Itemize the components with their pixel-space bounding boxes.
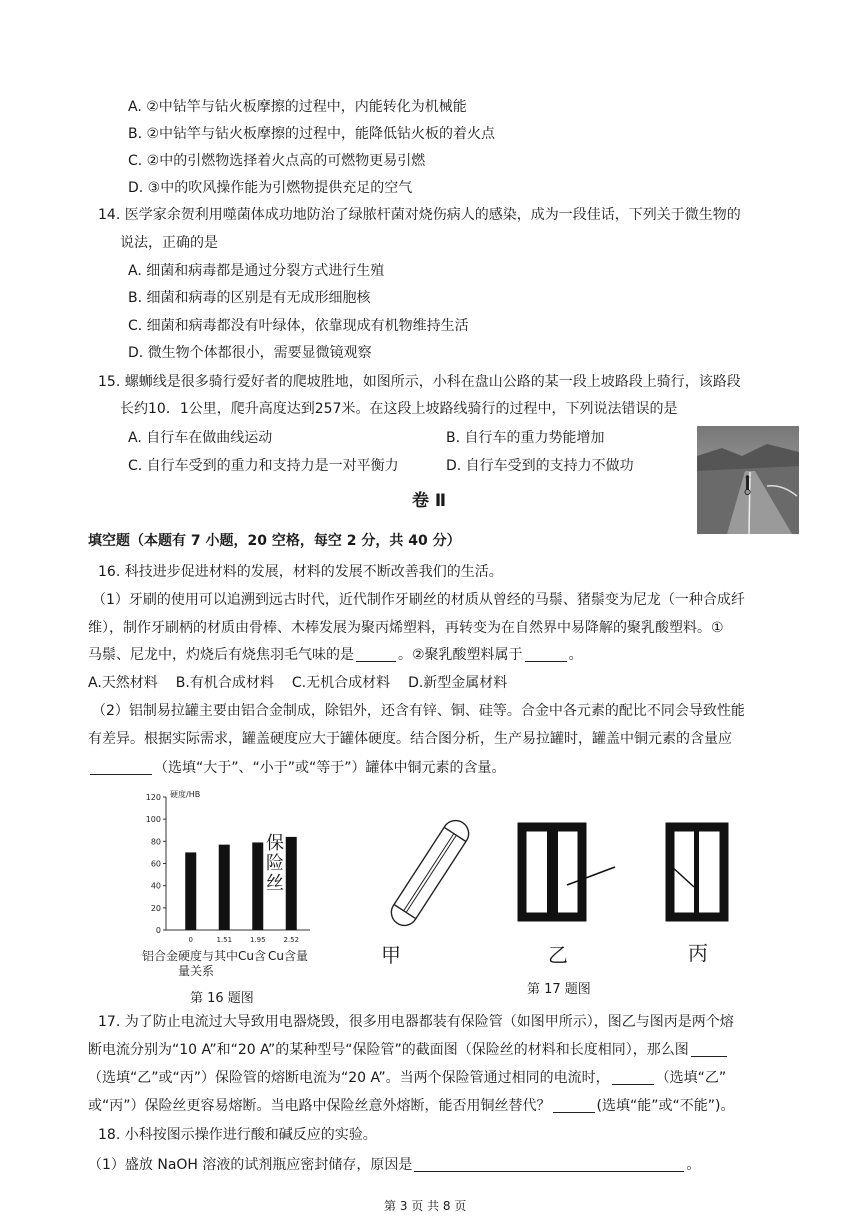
fig17-label-bing: 丙 [688, 941, 708, 965]
fig17-label-jia: 甲 [381, 943, 401, 967]
q18-answer-blank-1[interactable] [414, 1157, 684, 1172]
fuse-label-char-1: 保 [266, 833, 284, 854]
q16-choices [88, 673, 507, 693]
q17-line1: 17. 为了防止电流过大导致用电器烧毁，很多用电器都装有保险管（如图甲所示），图乙与图丙是两个熔 [98, 1014, 734, 1030]
q13-option-b: B. ②中钻竿与钻火板摩擦的过程中，能降低钻火板的着火点 [128, 126, 496, 142]
y-tick-label: 0 [155, 926, 161, 935]
q16-part2-line3 [88, 758, 506, 778]
y-tick-label: 80 [150, 837, 161, 847]
q18-text-a: （1）盛放 NaOH 溶液的试剂瓶应密封储存，原因是 [88, 1157, 413, 1173]
q16-text-a: 马鬃、尼龙中，灼烧后有烧焦羽毛气味的是 [88, 647, 354, 663]
bar-2.52 [286, 837, 297, 930]
y-tick-label: 120 [145, 793, 161, 802]
q17-text-e: (选填“能”或“不能”)。 [596, 1098, 735, 1114]
q17-line3 [88, 1068, 726, 1088]
q16-choice-d: D.新型金属材料 [408, 675, 508, 691]
fuse-cross-section-yi [522, 827, 582, 917]
q17-text-a: 断电流分别为“10 A”和“20 A”的某种型号“保险管”的截面图（保险丝的材料和长度相同），那么图 [88, 1042, 689, 1058]
chart-ylabel: 硬度/HB [170, 790, 201, 799]
q14-option-c: C. 细菌和病毒都没有叶绿体，依靠现成有机物维持生活 [128, 318, 469, 334]
y-tick-label: 100 [145, 815, 161, 825]
bar-1.51 [219, 845, 230, 930]
q14-option-d: D. 微生物个体都很小，需要显微镜观察 [128, 345, 372, 361]
q18-part1 [88, 1155, 700, 1175]
x-tick-label: 1.51 [216, 936, 233, 944]
q14-option-b: B. 细菌和病毒的区别是有无成形细胞核 [128, 290, 371, 306]
q16-part2-line2: 有差异。根据实际需求，罐盖硬度应大于罐体硬度。结合图分析，生产易拉罐时，罐盖中铜元素的含量应 [88, 731, 732, 747]
q14-stem-cont: 说法，正确的是 [120, 235, 218, 251]
q16-text-c: 。 [568, 647, 583, 663]
q16-part1-line2: 维），制作牙刷柄的材质由骨棒、木棒发展为聚丙烯塑料，再转变为在自然界中易降解的聚乳酸塑料。① [88, 620, 724, 636]
q18-text-b: 。 [686, 1157, 701, 1173]
q15-option-d: D. 自行车受到的支持力不做功 [446, 458, 634, 474]
q13-option-d: D. ③中的吹风操作能为引燃物提供充足的空气 [128, 180, 413, 196]
fig16-caption-line1: 铝合金硬度与其中Cu含 [142, 949, 266, 963]
fuse-pointer-yi [567, 867, 615, 885]
fig17-label-yi: 乙 [548, 943, 568, 967]
y-tick-label: 20 [150, 903, 161, 913]
q15-option-a: A. 自行车在做曲线运动 [128, 430, 273, 446]
fuse-label-char-2: 险 [266, 853, 284, 874]
x-tick-label: 0 [188, 936, 193, 944]
fig16-title: 第 16 题图 [190, 991, 254, 1006]
q16-choice-b: B.有机合成材料 [175, 675, 274, 691]
q16-answer-blank-1[interactable] [356, 647, 396, 662]
q17-text-c: （选填“乙” [655, 1070, 727, 1086]
q17-line2 [88, 1040, 729, 1060]
y-tick-label: 40 [150, 881, 161, 891]
fig17-title: 第 17 题图 [527, 982, 591, 997]
q13-option-c: C. ②中的引燃物选择着火点高的可燃物更易引燃 [128, 153, 426, 169]
bar-1.95 [252, 842, 263, 930]
fig16-bar-chart [140, 785, 320, 965]
y-tick-label: 60 [150, 859, 161, 869]
q13-option-a: A. ②中钻竿与钻火板摩擦的过程中，内能转化为机械能 [128, 99, 467, 115]
q17-answer-blank-2[interactable] [612, 1070, 654, 1085]
fuse-label-char-3: 丝 [266, 873, 284, 894]
q15-stem-cont: 长约10．1公里，爬升高度达到257米。在这段上坡路线骑行的过程中，下列说法错误的是 [120, 401, 678, 417]
q17-answer-blank-1[interactable] [691, 1042, 727, 1057]
q17-text-d: 或“丙”）保险丝更容易熔断。当电路中保险丝意外熔断，能否用铜丝替代？ [88, 1098, 551, 1114]
section-title: 卷 Ⅱ [412, 491, 447, 511]
q18-stem: 18. 小科按图示操作进行酸和碱反应的实验。 [98, 1127, 377, 1143]
q16-stem: 16. 科技进步促进材料的发展，材料的发展不断改善我们的生活。 [98, 564, 503, 580]
bar-0 [185, 852, 196, 930]
q16-part1-line3 [88, 645, 583, 665]
fuse-label [266, 834, 284, 894]
q15-option-c: C. 自行车受到的重力和支持力是一对平衡力 [128, 458, 399, 474]
q15-option-b: B. 自行车的重力势能增加 [446, 430, 605, 446]
chart-xticks [189, 936, 300, 944]
q15-stem: 15. 螺蛳线是很多骑行爱好者的爬坡胜地，如图所示，小科在盘山公路的某一段上坡路段上骑行，该路段 [98, 374, 741, 390]
page-footer: 第 3 页 共 8 页 [384, 1199, 467, 1213]
q16-choice-a: A.天然材料 [88, 675, 158, 691]
q16-answer-blank-2[interactable] [525, 647, 567, 662]
q16-choice-c: C.无机合成材料 [291, 675, 391, 691]
q16-answer-blank-3[interactable] [90, 760, 152, 775]
mountain-road-photo [697, 426, 799, 534]
fig16-caption-line2: 量关系 [178, 964, 215, 978]
q14-stem: 14. 医学家余贺利用噬菌体成功地防治了绿脓杆菌对烧伤病人的感染，成为一段佳话，下列关于微生物的 [98, 207, 741, 223]
q17-text-b: （选填“乙”或“丙”）保险管的熔断电流为“20 A”。当两个保险管通过相同的电流时， [88, 1070, 610, 1086]
x-tick-label: 2.52 [283, 936, 300, 944]
q17-line4 [88, 1096, 734, 1116]
chart-yticks [146, 793, 161, 935]
q17-answer-blank-3[interactable] [553, 1098, 595, 1113]
fill-in-header: 填空题（本题有 7 小题，20 空格，每空 2 分，共 40 分） [88, 533, 461, 549]
q16-part1-line1: （1）牙刷的使用可以追溯到远古时代，近代制作牙刷丝的材质从曾经的马鬃、猪鬃变为尼龙（一种合成纤 [92, 592, 745, 608]
q16-text-d: （选填“大于”、“小于”或“等于”）罐体中铜元素的含量。 [154, 760, 506, 776]
q14-option-a: A. 细菌和病毒都是通过分裂方式进行生殖 [128, 263, 385, 279]
fuse-tube-drawing [386, 816, 473, 931]
q16-part2-line1: （2）铝制易拉罐主要由铝合金制成，除铝外，还含有锌、铜、硅等。合金中各元素的配比不同会导致性能 [92, 703, 745, 719]
q16-text-b: 。②聚乳酸塑料属于 [398, 647, 523, 663]
x-tick-label: 1.95 [249, 936, 266, 944]
fig16-xlabel: Cu含量 [268, 949, 308, 963]
